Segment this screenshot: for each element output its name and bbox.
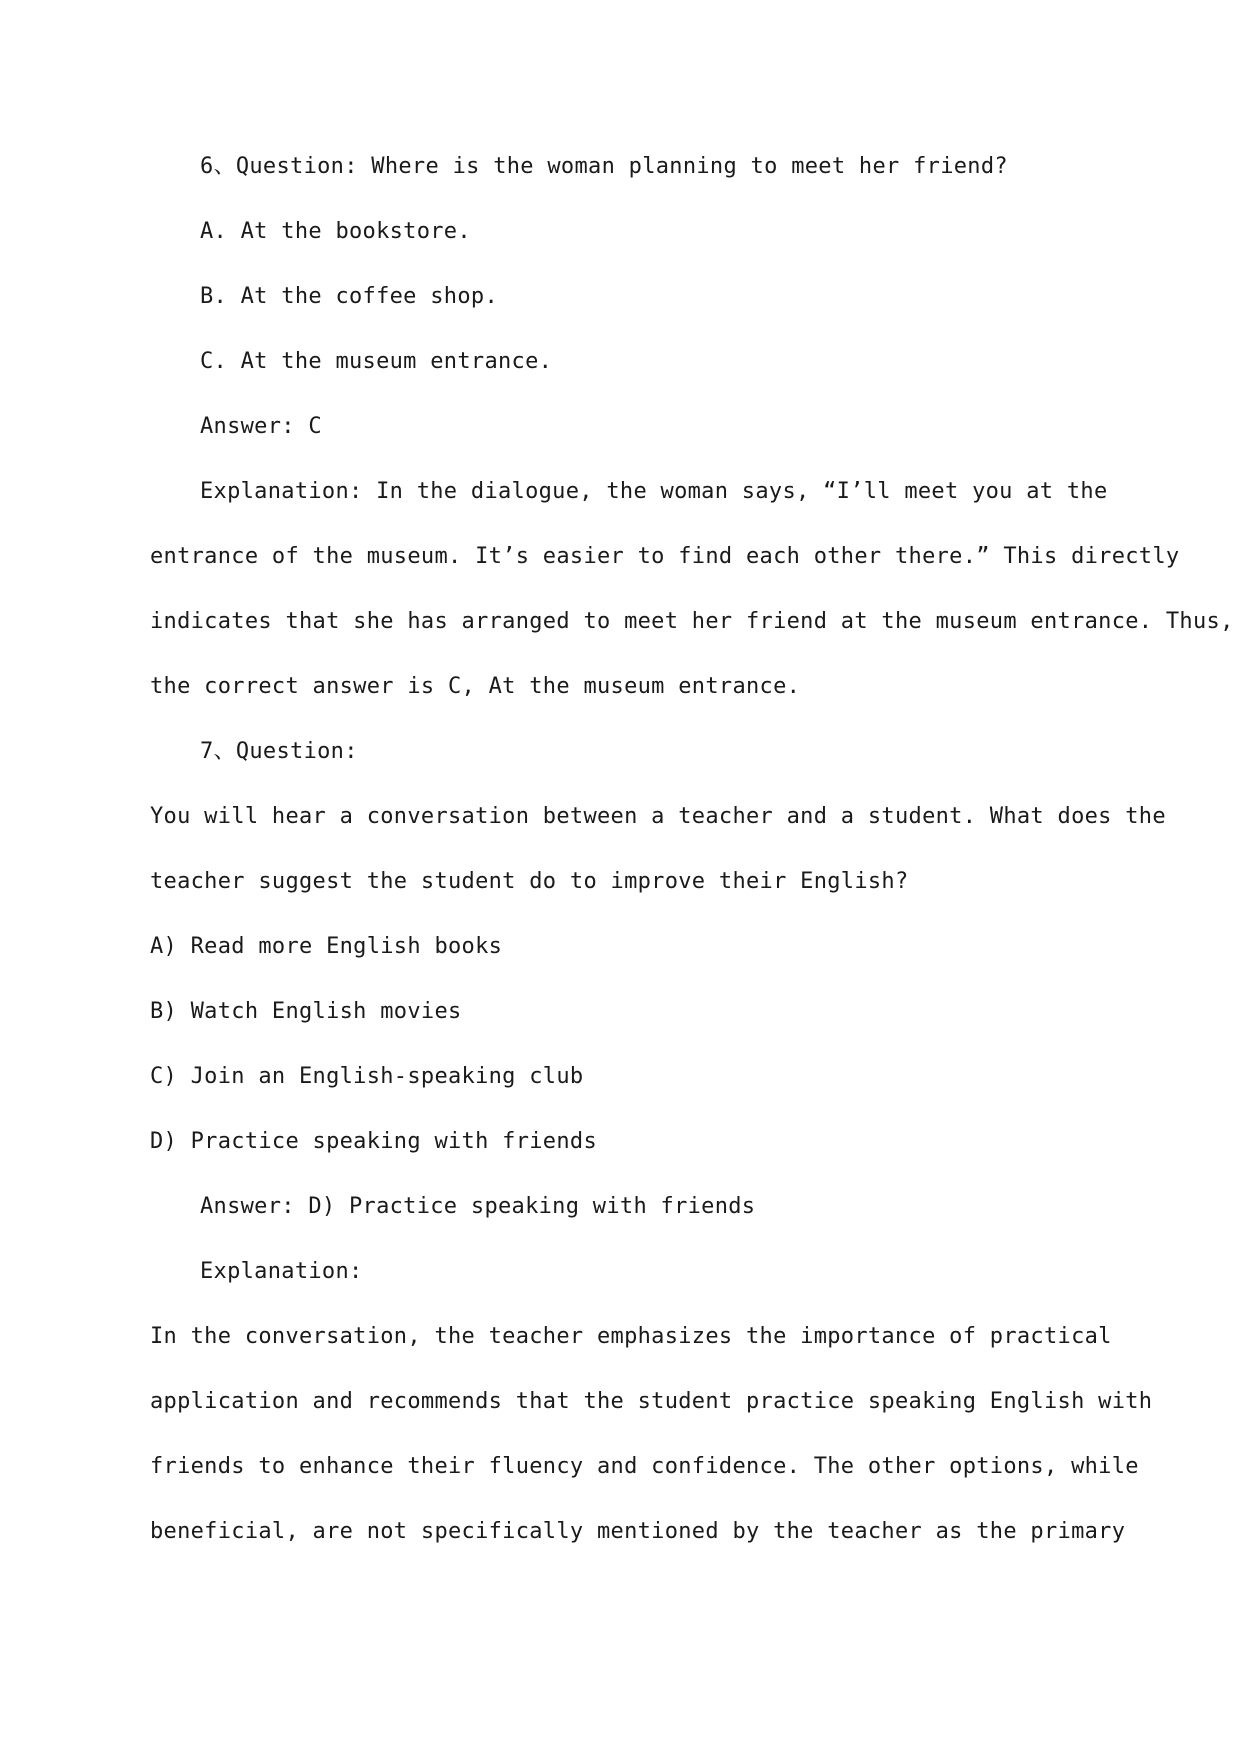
q7-option-d: D) Practice speaking with friends — [150, 1129, 597, 1154]
q6-explanation-line-1: Explanation: In the dialogue, the woman says, “I’ll meet you at the — [200, 479, 1108, 504]
q6-explanation-line-4: the correct answer is C, At the museum entrance. — [150, 674, 801, 699]
q7-question-line-1: You will hear a conversation between a teacher and a student. What does the — [150, 804, 1166, 829]
q7-option-b: B) Watch English movies — [150, 999, 462, 1024]
q7-question-label: 7、Question: — [200, 739, 358, 764]
q7-option-c: C) Join an English-speaking club — [150, 1064, 584, 1089]
q7-explanation-line-4: beneficial, are not specifically mentioned by the teacher as the primary — [150, 1519, 1126, 1544]
q7-explanation-line-3: friends to enhance their fluency and confidence. The other options, while — [150, 1454, 1139, 1479]
q6-option-c: C. At the museum entrance. — [200, 349, 553, 374]
q6-option-a: A. At the bookstore. — [200, 219, 471, 244]
q7-option-a: A) Read more English books — [150, 934, 503, 959]
q7-explanation-label: Explanation: — [200, 1259, 363, 1284]
q6-explanation-line-2: entrance of the museum. It’s easier to find each other there.” This directly — [150, 544, 1180, 569]
q7-question-line-2: teacher suggest the student do to improve their English? — [150, 869, 909, 894]
q7-explanation-line-2: application and recommends that the student practice speaking English with — [150, 1389, 1153, 1414]
q6-option-b: B. At the coffee shop. — [200, 284, 498, 309]
q6-question: 6、Question: Where is the woman planning to meet her friend? — [200, 154, 1008, 179]
q6-answer: Answer: C — [200, 414, 322, 439]
q6-explanation-line-3: indicates that she has arranged to meet her friend at the museum entrance. Thus, — [150, 609, 1234, 634]
q7-explanation-line-1: In the conversation, the teacher emphasizes the importance of practical — [150, 1324, 1112, 1349]
q7-answer: Answer: D) Practice speaking with friends — [200, 1194, 756, 1219]
